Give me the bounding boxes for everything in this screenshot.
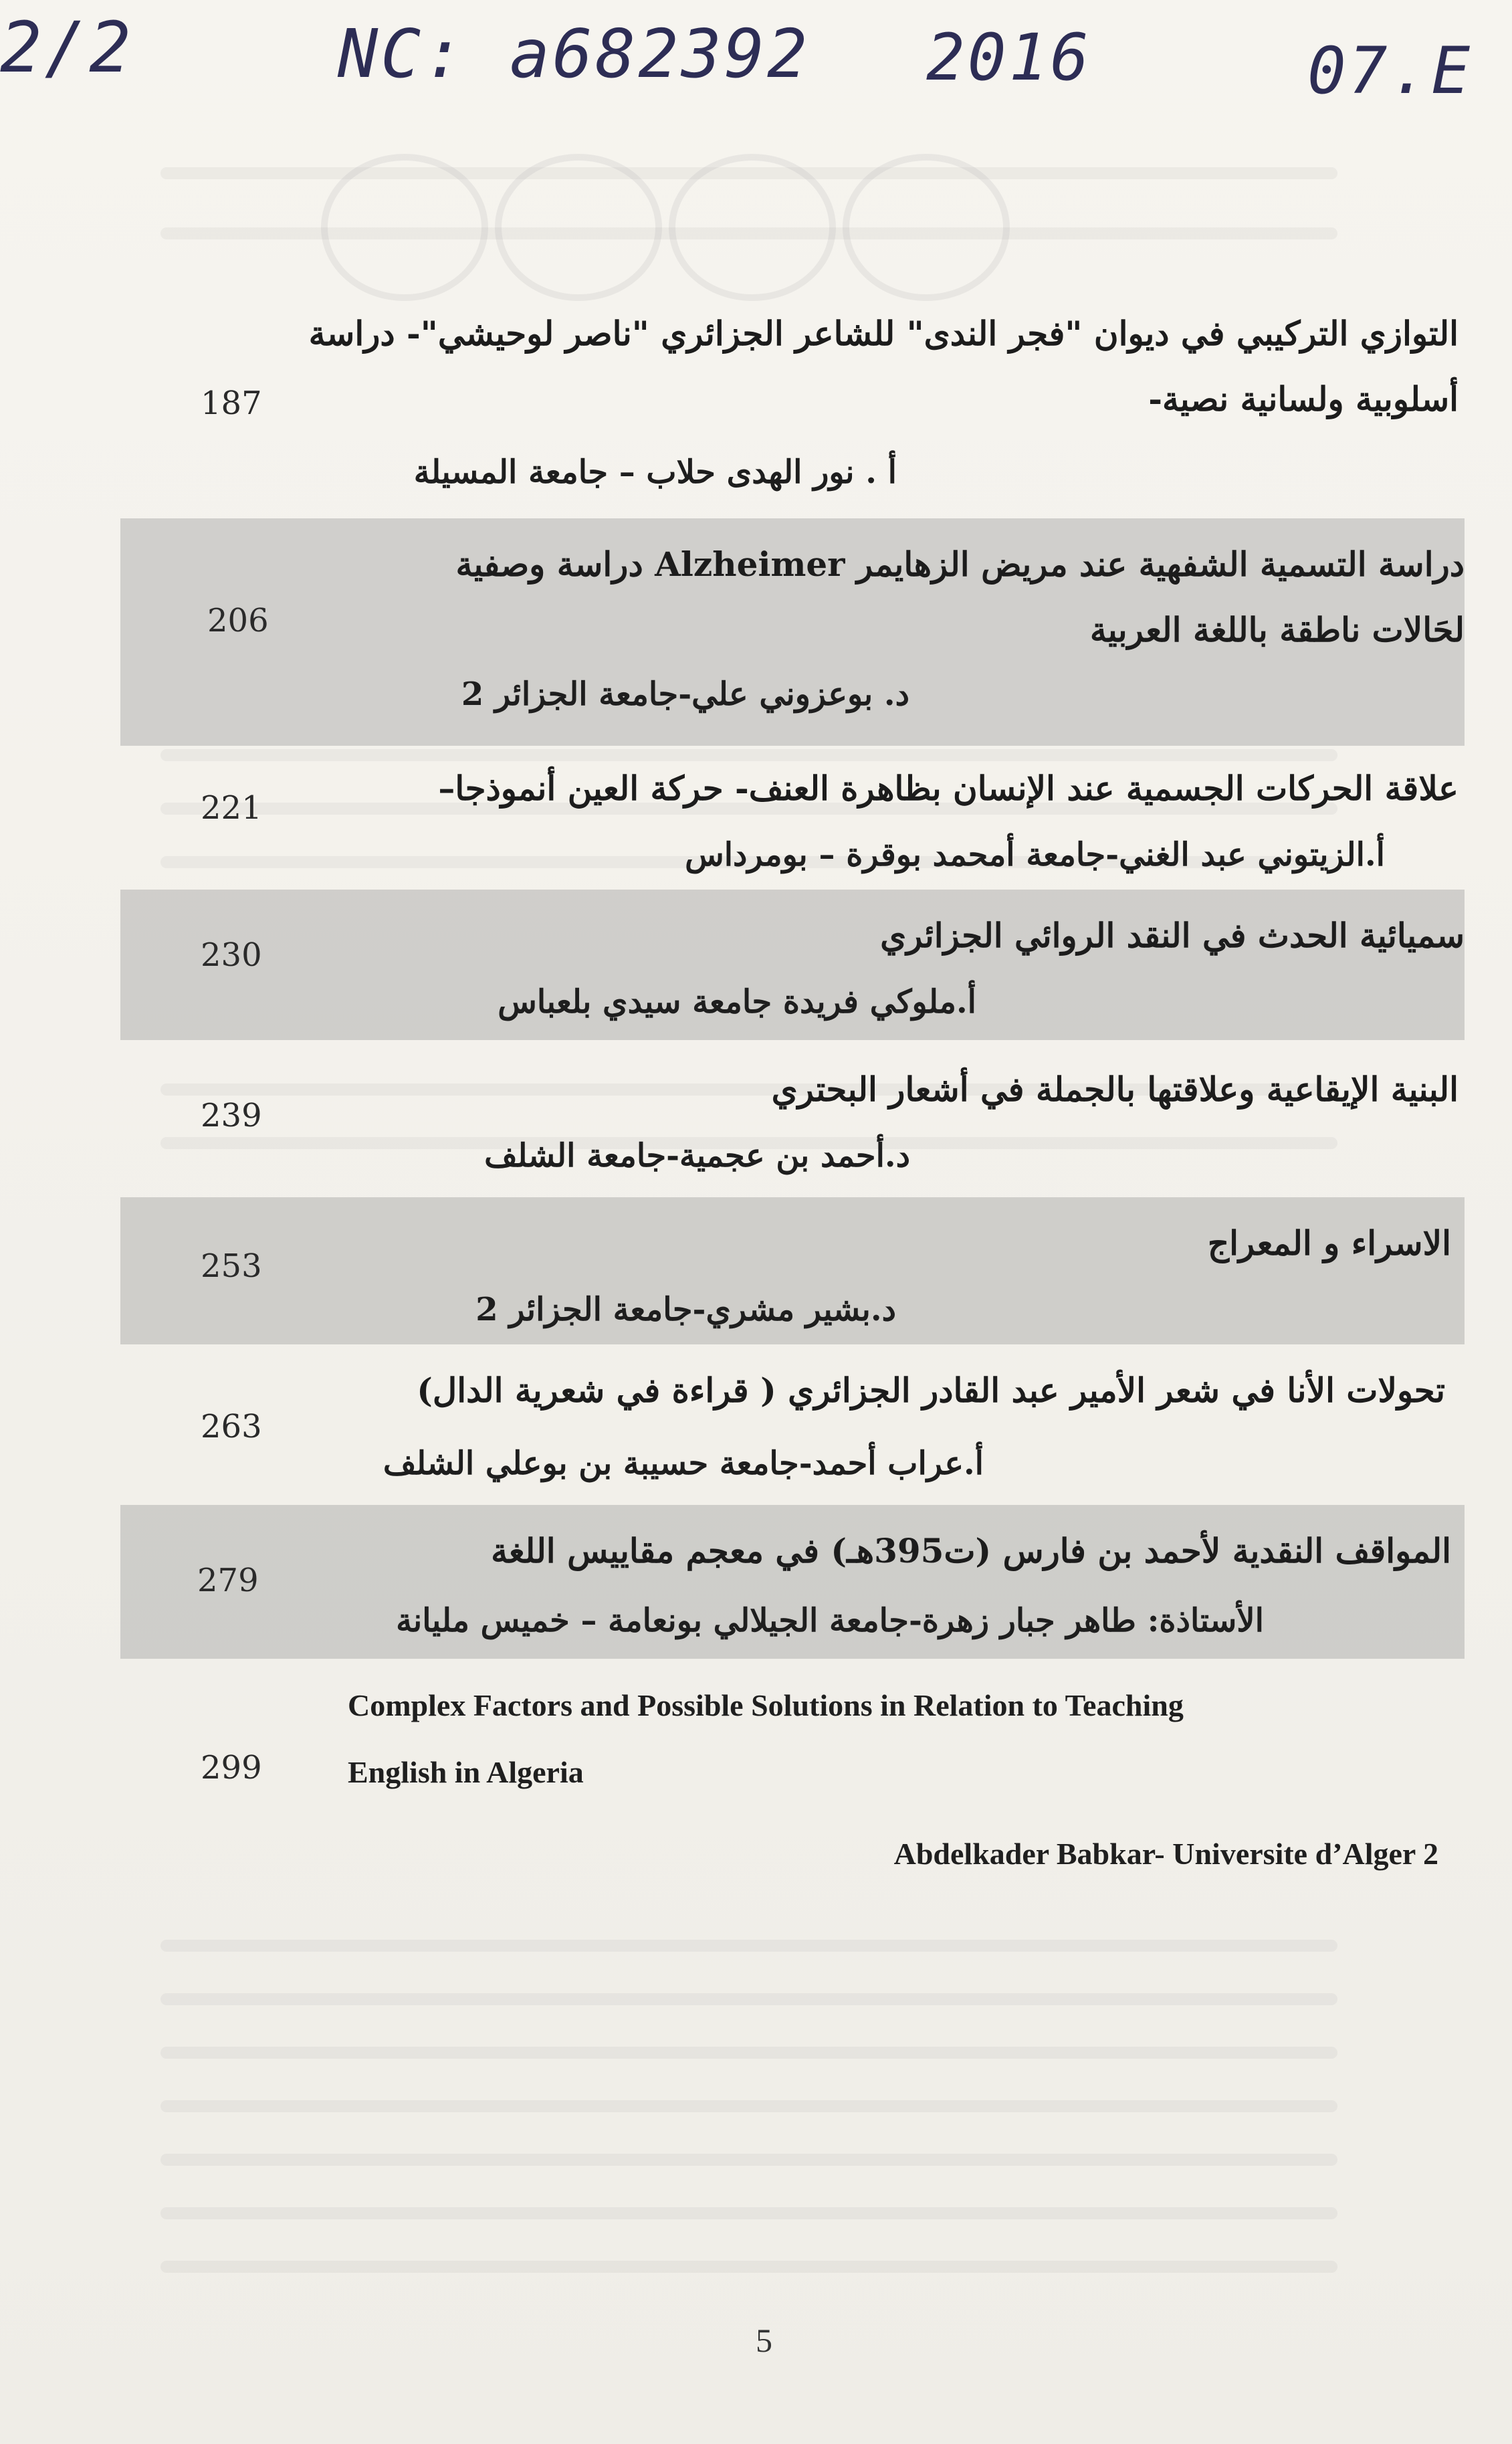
- entry-title-english: [348, 1672, 1184, 1806]
- entry-page-number: 253: [201, 1247, 262, 1285]
- entry-author-english: Abdelkader Babkar- Universite d’Alger 2: [893, 1837, 1438, 1871]
- entry-title-line: المواقف النقدية لأحمد بن فارس (ت395هـ) في معجم مقاييس اللغة: [491, 1531, 1451, 1570]
- toc-entry-shaded: [120, 1197, 1465, 1344]
- entry-page-number: 299: [201, 1749, 262, 1787]
- entry-title: [308, 1358, 1445, 1423]
- toc-entry: [0, 301, 1512, 515]
- entry-author: أ.عراب أحمد-جامعة حسيبة بن بوعلي الشلف: [383, 1445, 984, 1482]
- entry-author: د.بشير مشري-جامعة الجزائر 2: [475, 1291, 896, 1328]
- entry-page-number: 187: [201, 385, 262, 422]
- entry-author: د.أحمد بن عجمية-جامعة الشلف: [484, 1137, 910, 1175]
- handwritten-page-mark: 2/2: [0, 7, 134, 88]
- toc-entry: [0, 756, 1512, 890]
- entry-title: [328, 903, 1465, 969]
- entry-title-line: Complex Factors and Possible Solutions in Relation to Teaching: [348, 1688, 1184, 1722]
- entry-page-number: 221: [201, 789, 262, 827]
- entry-title-line: تحولات الأنا في شعر الأمير عبد القادر الجزائري ( قراءة في شعرية الدال): [417, 1370, 1445, 1410]
- entry-title: [322, 1057, 1459, 1122]
- entry-page-number: 239: [201, 1097, 262, 1134]
- entry-author: أ.ملوكي فريدة جامعة سيدي بلعباس: [498, 983, 976, 1021]
- entry-title: [314, 1211, 1451, 1276]
- toc-entry-shaded: [120, 1505, 1465, 1659]
- entry-title-line: البنية الإيقاعية وعلاقتها بالجملة في أشعار البحتري: [771, 1070, 1459, 1109]
- entry-title-line: أسلوبية ولسانية نصية-: [1148, 379, 1459, 419]
- entry-author: أ.الزيتوني عبد الغني-جامعة أمحمد بوقرة – بومرداس: [685, 836, 1385, 874]
- entry-page-number: 263: [201, 1408, 262, 1445]
- entry-title: [328, 532, 1465, 663]
- entry-title: [322, 756, 1459, 821]
- handwritten-code: 07.E: [1307, 33, 1473, 108]
- toc-entry-shaded: [120, 518, 1465, 746]
- entry-title-line: English in Algeria: [348, 1755, 584, 1789]
- toc-entry: [0, 1358, 1512, 1498]
- entry-author: د. بوعزوني علي-جامعة الجزائر 2: [461, 676, 909, 713]
- toc-entry-shaded: [120, 890, 1465, 1040]
- page-footer-number: 5: [756, 2322, 772, 2359]
- entry-title-line: دراسة التسمية الشفهية عند مريض الزهايمر Alzheimer دراسة وصفية: [455, 544, 1465, 584]
- entry-author: الأستاذة: طاهر جبار زهرة-جامعة الجيلالي بونعامة – خميس مليانة: [396, 1602, 1264, 1639]
- entry-page-number: 230: [201, 936, 262, 974]
- entry-author: أ . نور الهدى حلاب – جامعة المسيلة: [413, 453, 897, 491]
- entry-title-line: علاقة الحركات الجسمية عند الإنسان بظاهرة العنف- حركة العين أنموذجا–: [438, 769, 1459, 808]
- entry-title: [308, 301, 1459, 432]
- toc-entry-english: [0, 1672, 1512, 1913]
- entry-page-number: 206: [207, 602, 269, 639]
- entry-title-line: التوازي التركيبي في ديوان "فجر الندى" للشاعر الجزائري "ناصر لوحيشي"- دراسة: [308, 314, 1459, 353]
- toc-entry: [0, 1057, 1512, 1191]
- handwritten-year: 2016: [926, 20, 1092, 95]
- entry-title-line: لحَالات ناطقة باللغة العربية: [1089, 610, 1465, 649]
- entry-title-line: الاسراء و المعراج: [1207, 1223, 1451, 1263]
- entry-title: [314, 1518, 1451, 1584]
- entry-page-number: 279: [197, 1562, 259, 1599]
- handwritten-nc-number: NC: a682392: [338, 15, 811, 93]
- entry-title-line: سميائية الحدث في النقد الروائي الجزائري: [880, 916, 1465, 955]
